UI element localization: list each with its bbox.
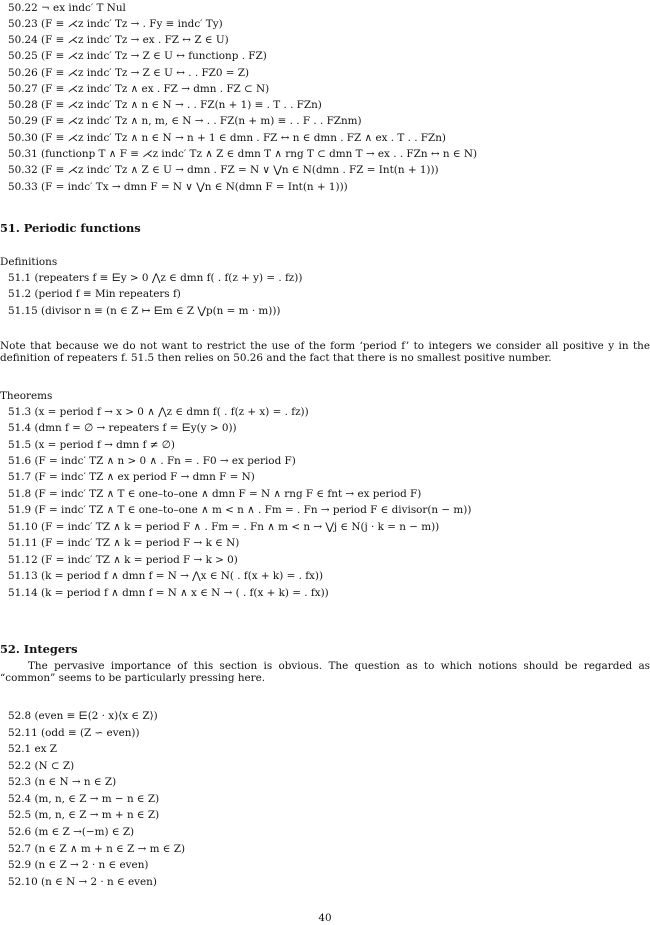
formula-52-5: 52.5 (m, n, ∈ Z → m + n ∈ Z) xyxy=(8,809,160,821)
formula-52-1: 52.1 ex Z xyxy=(8,743,57,755)
formula-50-26: 50.26 (F ≡ ⋌z indc′ Tz → Z ∈ U ↔ . . FZ0 = Z) xyxy=(8,67,250,79)
theorem-51-10: 51.10 (F = indc′ TZ ∧ k = period F ∧ . Fm = . Fn ∧ m < n → ⋁j ∈ N(j · k = n − m)) xyxy=(8,521,440,533)
formula-52-6: 52.6 (m ∈ Z →(−m) ∈ Z) xyxy=(8,826,135,838)
theorem-51-5: 51.5 (x = period f → dmn f ≠ ∅) xyxy=(8,439,175,451)
theorem-51-12: 51.12 (F = indc′ TZ ∧ k = period F → k > 0) xyxy=(8,554,238,566)
theorem-51-14: 51.14 (k = period f ∧ dmn f = N ∧ x ∈ N → ( . f(x + k) = . fx)) xyxy=(8,587,329,599)
definition-51-15: 51.15 (divisor n ≡ (n ∈ Z ↦ ⋿m ∈ Z ⋁p(n = m · m))) xyxy=(8,305,281,317)
definition-51-2: 51.2 (period f ≡ Min repeaters f) xyxy=(8,288,181,300)
formula-50-29: 50.29 (F ≡ ⋌z indc′ Tz ∧ n, m, ∈ N → . . FZ(n + m) ≡ . . F . . FZnm) xyxy=(8,115,362,127)
formula-50-30: 50.30 (F ≡ ⋌z indc′ Tz ∧ n ∈ N → n + 1 ∈ dmn . FZ ↔ n ∈ dmn . FZ ∧ ex . T . . FZn) xyxy=(8,132,446,144)
formula-52-9: 52.9 (n ∈ Z → 2 · n ∈ even) xyxy=(8,859,149,871)
note-paragraph: Note that because we do not want to restrict the use of the form ‘period f’ to integers we consider all positive y in the definition of repeaters f. 51.5 then relies on 50.26 and the fact that there is no smallest positive number. xyxy=(0,340,650,365)
formula-52-7: 52.7 (n ∈ Z ∧ m + n ∈ Z → m ∈ Z) xyxy=(8,843,186,855)
theorem-51-9: 51.9 (F = indc′ TZ ∧ T ∈ one–to–one ∧ m < n ∧ . Fm = . Fn → period F ∈ divisor(n − m)) xyxy=(8,504,472,516)
formula-52-10: 52.10 (n ∈ N → 2 · n ∈ even) xyxy=(8,876,157,888)
formula-52-3: 52.3 (n ∈ N → n ∈ Z) xyxy=(8,776,117,788)
formula-50-23: 50.23 (F ≡ ⋌z indc′ Tz → . Fy ≡ indc′ Ty) xyxy=(8,18,223,30)
theorem-51-3: 51.3 (x = period f → x > 0 ∧ ⋀z ∈ dmn f( . f(z + x) = . fz)) xyxy=(8,406,309,418)
section-heading-52: 52. Integers xyxy=(0,642,78,656)
formula-52-4: 52.4 (m, n, ∈ Z → m − n ∈ Z) xyxy=(8,793,160,805)
formula-52-11: 52.11 (odd ≡ (Z ∽ even)) xyxy=(8,727,140,739)
definitions-label: Definitions xyxy=(0,256,58,268)
formula-52-8: 52.8 (even ≡ ⋿(2 · x)⟨x ∈ Z⟩) xyxy=(8,710,158,722)
theorems-label: Theorems xyxy=(0,390,53,402)
theorem-51-4: 51.4 (dmn f = ∅ → repeaters f = ⋿y(y > 0)) xyxy=(8,422,237,434)
formula-50-25: 50.25 (F ≡ ⋌z indc′ Tz → Z ∈ U ↔ functionp . FZ) xyxy=(8,50,267,62)
formula-50-33: 50.33 (F = indc′ Tx → dmn F = N ∨ ⋁n ∈ N(dmn F = Int(n + 1))) xyxy=(8,181,348,193)
formula-50-31: 50.31 (functionp T ∧ F ≡ ⋌z indc′ Tz ∧ Z ∈ dmn T ∧ rng T ⊂ dmn T → ex . . FZn ↔ n ∈ N) xyxy=(8,148,477,160)
formula-50-24: 50.24 (F ≡ ⋌z indc′ Tz → ex . FZ ↔ Z ∈ U) xyxy=(8,34,229,46)
page-number: 40 xyxy=(318,912,332,924)
formula-50-22: 50.22 ¬ ex indc′ T Nul xyxy=(8,2,126,14)
intro-paragraph: The pervasive importance of this section is obvious. The question as to which notions should be regarded as “common” seems to be particularly pressing here. xyxy=(0,660,650,685)
formula-50-27: 50.27 (F ≡ ⋌z indc′ Tz ∧ ex . FZ → dmn . FZ ⊂ N) xyxy=(8,83,270,95)
definition-51-1: 51.1 (repeaters f ≡ ⋿y > 0 ⋀z ∈ dmn f( . f(z + y) = . fz)) xyxy=(8,272,303,284)
formula-52-2: 52.2 (N ⊂ Z) xyxy=(8,760,75,772)
theorem-51-7: 51.7 (F = indc′ TZ ∧ ex period F → dmn F = N) xyxy=(8,471,255,483)
theorem-51-13: 51.13 (k = period f ∧ dmn f = N → ⋀x ∈ N( . f(x + k) = . fx)) xyxy=(8,570,324,582)
theorem-51-8: 51.8 (F = indc′ TZ ∧ T ∈ one–to–one ∧ dmn F = N ∧ rng F ∈ fnt → ex period F) xyxy=(8,488,422,500)
formula-50-32: 50.32 (F ≡ ⋌z indc′ Tz ∧ Z ∈ U → dmn . FZ = N ∨ ⋁n ∈ N(dmn . FZ = Int(n + 1))) xyxy=(8,164,439,176)
section-heading-51: 51. Periodic functions xyxy=(0,221,141,235)
formula-50-28: 50.28 (F ≡ ⋌z indc′ Tz ∧ n ∈ N → . . FZ(n + 1) ≡ . T . . FZn) xyxy=(8,99,322,111)
theorem-51-6: 51.6 (F = indc′ TZ ∧ n > 0 ∧ . Fn = . F0 → ex period F) xyxy=(8,455,296,467)
theorem-51-11: 51.11 (F = indc′ TZ ∧ k = period F → k ∈ N) xyxy=(8,537,240,549)
